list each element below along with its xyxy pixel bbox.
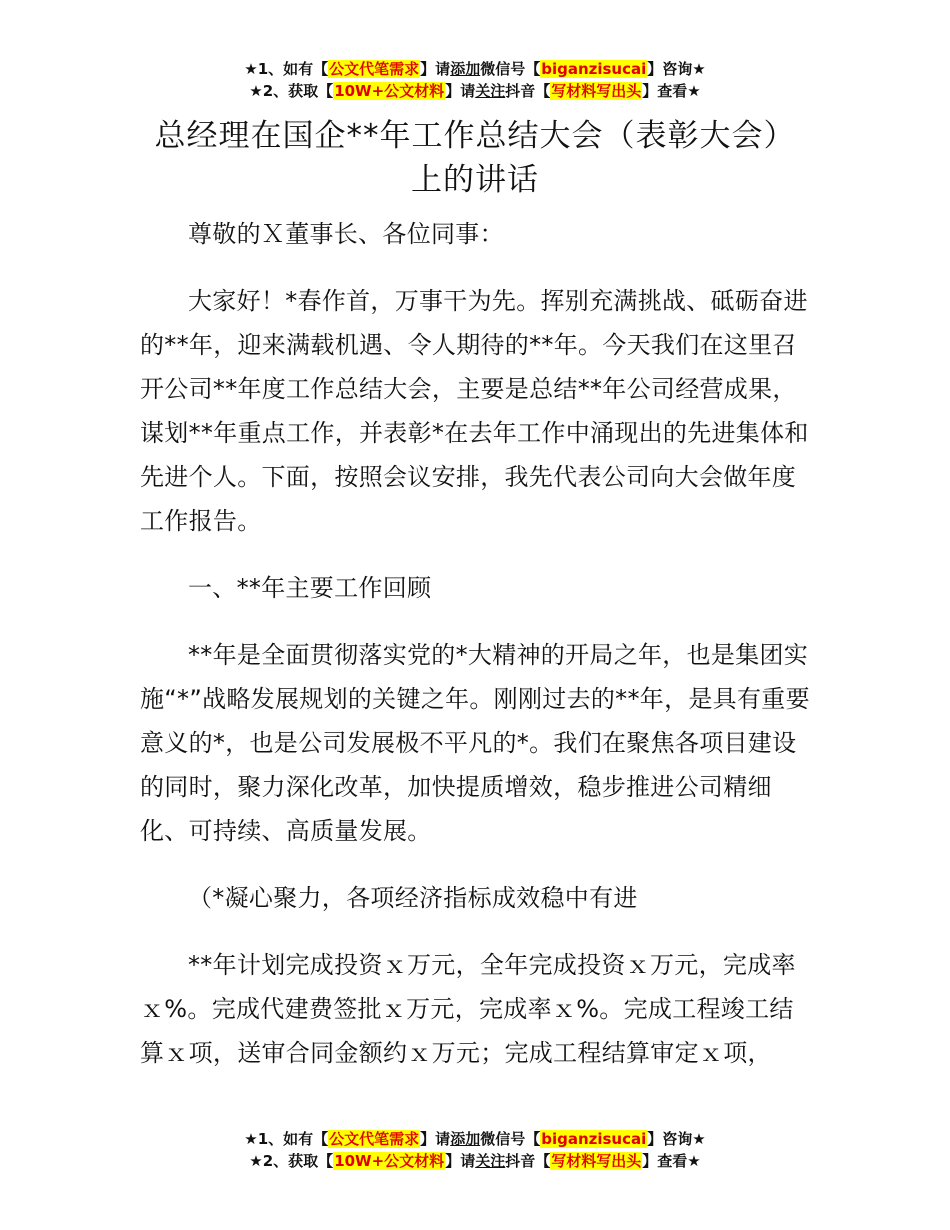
promo-underline: 添加: [450, 1130, 481, 1148]
promo-text: 抖音【: [505, 82, 551, 100]
promo-text: ★2、获取【: [249, 1152, 334, 1170]
promo-highlight: 公文代笔需求: [329, 1130, 420, 1148]
promo-highlight: 写材料写出头: [551, 1152, 642, 1170]
promo-highlight: 10W+公文材料: [334, 82, 445, 100]
promo-banner-top: [0, 58, 950, 102]
promo-text: ★1、如有【: [244, 1130, 329, 1148]
promo-text: 】查看★: [642, 1152, 701, 1170]
promo-line-1: [0, 1128, 950, 1150]
promo-line-2: [0, 80, 950, 102]
promo-highlight: biganzisucai: [541, 60, 647, 78]
promo-text: ★1、如有【: [244, 60, 329, 78]
title-line-2: 上的讲话: [411, 162, 539, 198]
body-paragraph: 大家好！*春作首，万事干为先。挥别充满挑战、砥砺奋进的**年，迎来满载机遇、令人期待的**年。今天我们在这里召开公司**年度工作总结大会，主要是总结**年公司经营成果，谋划**年重点工作，并表彰*在去年工作中涌现出的先进集体和先进个人。下面，按照会议安排，我先代表公司向大会做年度工作报告。: [140, 287, 809, 535]
promo-text: 微信号【: [480, 1130, 541, 1148]
document-body: [140, 212, 812, 1075]
subsection-heading: （*凝心聚力，各项经济指标成效稳中有进: [188, 884, 638, 912]
promo-line-1: [0, 58, 950, 80]
document-title: [0, 114, 950, 202]
promo-text: 抖音【: [505, 1152, 551, 1170]
promo-text: 】请: [445, 82, 476, 100]
promo-highlight: 10W+公文材料: [334, 1152, 445, 1170]
promo-line-2: [0, 1150, 950, 1172]
body-paragraph: **年是全面贯彻落实党的*大精神的开局之年，也是集团实施“*”战略发展规划的关键之年。刚刚过去的**年，是具有重要意义的*，也是公司发展极不平凡的*。我们在聚焦各项目建设的同时，聚力深化改革，加快提质增效，稳步推进公司精细化、可持续、高质量发展。: [140, 641, 810, 845]
promo-text: 】请: [420, 1130, 451, 1148]
promo-text: 】请: [445, 1152, 476, 1170]
promo-highlight: 公文代笔需求: [329, 60, 420, 78]
promo-text: 微信号【: [480, 60, 541, 78]
promo-text: ★2、获取【: [249, 82, 334, 100]
section-heading: 一、**年主要工作回顾: [188, 574, 432, 602]
promo-highlight: biganzisucai: [541, 1130, 647, 1148]
promo-text: 】咨询★: [647, 60, 706, 78]
salutation: 尊敬的Ｘ董事长、各位同事：: [188, 220, 504, 248]
promo-underline: 关注: [475, 1152, 506, 1170]
promo-text: 】咨询★: [647, 1130, 706, 1148]
body-paragraph: **年计划完成投资ｘ万元，全年完成投资ｘ万元，完成率ｘ%。完成代建费签批ｘ万元，完成率ｘ%。完成工程竣工结算ｘ项，送审合同金额约ｘ万元；完成工程结算审定ｘ项，: [140, 951, 796, 1067]
promo-text: 】查看★: [642, 82, 701, 100]
promo-underline: 关注: [475, 82, 506, 100]
promo-underline: 添加: [450, 60, 481, 78]
promo-text: 】请: [420, 60, 451, 78]
promo-banner-bottom: [0, 1128, 950, 1172]
promo-highlight: 写材料写出头: [551, 82, 642, 100]
title-line-1: 总经理在国企**年工作总结大会（表彰大会）: [154, 118, 796, 154]
